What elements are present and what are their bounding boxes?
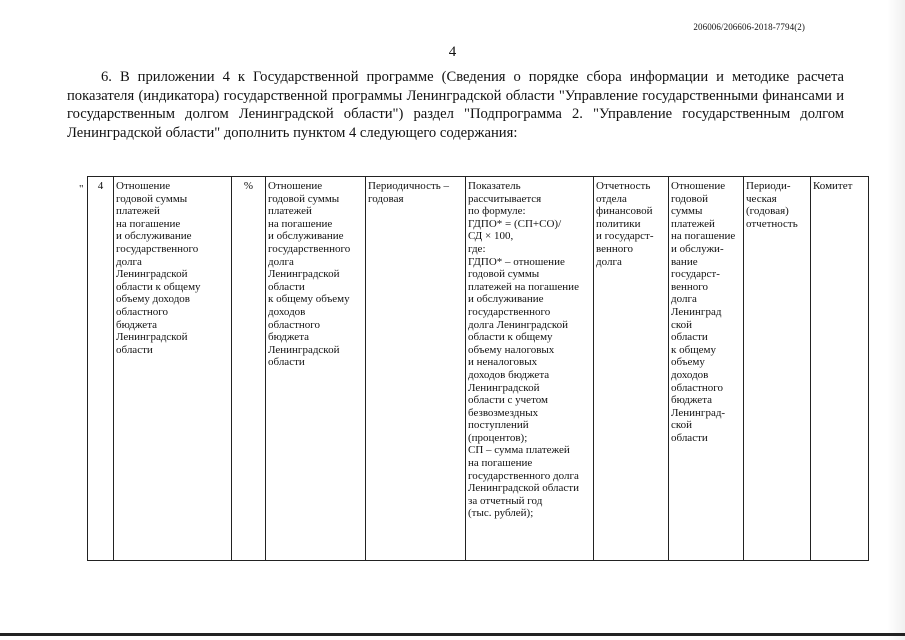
- cell-line: областного: [116, 305, 169, 318]
- cell-line: областного: [268, 318, 321, 331]
- cell-line: Ленинградской: [468, 381, 540, 394]
- cell-line: венного: [596, 242, 634, 255]
- cell-line: государственного: [116, 242, 199, 255]
- reporting-cell: [744, 177, 811, 561]
- scan-edge-shade: [887, 0, 905, 640]
- indicator-name-cell: [114, 177, 232, 561]
- cell-line: Периодичность –: [368, 180, 450, 192]
- cell-line: поступлений: [468, 419, 529, 432]
- cell-line: вание: [671, 255, 698, 268]
- cell-line: доходов бюджета: [468, 368, 550, 381]
- cell-line: Ленинградской области: [468, 482, 579, 495]
- cell-line: и обслуживание: [116, 230, 192, 243]
- responsible-cell: [811, 177, 869, 561]
- cell-line: к общему: [671, 343, 717, 356]
- cell-line: области к общему: [116, 280, 201, 293]
- cell-line: платежей на погашение: [468, 280, 579, 293]
- table-row: [88, 177, 869, 561]
- cell-line: области: [268, 280, 305, 293]
- cell-line: на погашение: [268, 217, 333, 230]
- cell-line: долга: [671, 293, 697, 306]
- cell-line: области к общему: [468, 331, 553, 344]
- cell-line: области: [671, 431, 708, 444]
- cell-line: бюджета: [268, 331, 310, 344]
- cell-line: Ленинградской: [268, 343, 340, 356]
- cell-line: Отношение: [671, 180, 726, 192]
- cell-line: доходов: [268, 305, 306, 318]
- cell-line: годовой суммы: [116, 192, 188, 205]
- cell-line: ГДПО* – отношение: [468, 255, 565, 268]
- cell-line: области: [268, 356, 305, 369]
- cell-line: долга Ленинградской: [468, 318, 569, 331]
- cell-line: Показатель: [468, 180, 521, 192]
- cell-line: годовой: [671, 192, 709, 205]
- cell-line: Отчетность: [596, 180, 651, 192]
- cell-line: Периоди-: [746, 180, 791, 192]
- cell-line: платежей: [116, 205, 160, 218]
- cell-line: СП – сумма платежей: [468, 444, 570, 457]
- cell-line: и государст-: [596, 230, 654, 243]
- cell-line: венного: [671, 280, 709, 293]
- page-number: 4: [448, 44, 457, 60]
- cell-line: ческая: [746, 192, 777, 205]
- cell-line: годовой суммы: [268, 192, 340, 205]
- cell-line: рассчитывается: [468, 192, 542, 205]
- cell-line: политики: [596, 217, 641, 230]
- cell-line: к общему объему: [268, 293, 350, 306]
- cell-line: платежей: [268, 205, 312, 218]
- cell-line: и обслуживание: [268, 230, 344, 243]
- cell-line: объему: [671, 356, 705, 369]
- cell-line: на погашение: [116, 217, 181, 230]
- cell-line: отдела: [596, 192, 627, 205]
- cell-line: государственного долга: [468, 469, 579, 482]
- cell-line: за отчетный год: [468, 494, 543, 507]
- cell-line: долга: [268, 255, 294, 268]
- unit-cell: %: [232, 177, 266, 561]
- cell-line: на погашение: [468, 457, 533, 470]
- cell-line: на погашение: [671, 230, 736, 243]
- cell-line: (процентов);: [468, 431, 528, 444]
- cell-line: долга: [116, 255, 142, 268]
- document-registration-number: 206006/206606-2018-7794(2): [693, 22, 805, 32]
- cell-line: объему налоговых: [468, 343, 555, 356]
- cell-line: и обслуживание: [468, 293, 544, 306]
- cell-line: ГДПО* = (СП+СО)/: [468, 217, 562, 230]
- cell-line: безвозмездных: [468, 406, 539, 419]
- data-source-cell: [594, 177, 669, 561]
- definition-cell: [266, 177, 366, 561]
- cell-line: отчетность: [746, 217, 798, 230]
- cell-line: (тыс. рублей);: [468, 507, 534, 520]
- cell-line: Ленинградской: [268, 268, 340, 281]
- indicator-cell: [669, 177, 744, 561]
- cell-line: областного: [671, 381, 724, 394]
- amendment-paragraph: 6. В приложении 4 к Государственной программе (Сведения о порядке сбора информации и методике расчета показателя (индикатора) государственной программы Ленинградской области "Управление государственными финансами и государственным долгом Ленинградской области") раздел "Подпрограмма 2. "Управление государственным долгом Ленинградской области" дополнить пунктом 4 следующего содержания:: [67, 69, 844, 141]
- cell-line: годовая: [368, 192, 404, 205]
- periodicity-cell: [366, 177, 466, 561]
- cell-line: ской: [671, 318, 693, 331]
- scan-bottom-edge: [0, 633, 905, 636]
- cell-line: по формуле:: [468, 205, 526, 218]
- cell-line: бюджета: [116, 318, 158, 331]
- cell-line: Ленинград-: [671, 406, 726, 419]
- cell-line: Комитет: [813, 180, 853, 192]
- cell-line: государственного: [268, 242, 351, 255]
- cell-line: бюджета: [671, 394, 713, 407]
- cell-line: и неналоговых: [468, 356, 538, 369]
- cell-line: платежей: [671, 217, 715, 230]
- cell-line: долга: [596, 255, 622, 268]
- cell-line: Ленинградской: [116, 331, 188, 344]
- cell-line: области: [671, 331, 708, 344]
- opening-quote-mark: ": [79, 183, 84, 195]
- cell-line: области с учетом: [468, 394, 548, 407]
- formula-cell: [466, 177, 594, 561]
- indicator-table: [87, 176, 869, 561]
- cell-line: государственного: [468, 305, 551, 318]
- cell-line: государст-: [671, 268, 720, 281]
- row-number-cell: 4: [88, 177, 114, 561]
- cell-line: где:: [468, 242, 486, 255]
- cell-line: и обслужи-: [671, 242, 724, 255]
- cell-line: СД × 100,: [468, 230, 514, 243]
- cell-line: Отношение: [116, 180, 171, 192]
- cell-line: финансовой: [596, 205, 653, 218]
- cell-line: области: [116, 343, 153, 356]
- cell-line: доходов: [671, 368, 709, 381]
- cell-line: годовой суммы: [468, 268, 540, 281]
- cell-line: объему доходов: [116, 293, 190, 306]
- cell-line: ской: [671, 419, 693, 432]
- cell-line: Ленинградской: [116, 268, 188, 281]
- cell-line: (годовая): [746, 205, 789, 218]
- cell-line: Ленинград: [671, 305, 722, 318]
- cell-line: Отношение: [268, 180, 323, 192]
- cell-line: суммы: [671, 205, 703, 218]
